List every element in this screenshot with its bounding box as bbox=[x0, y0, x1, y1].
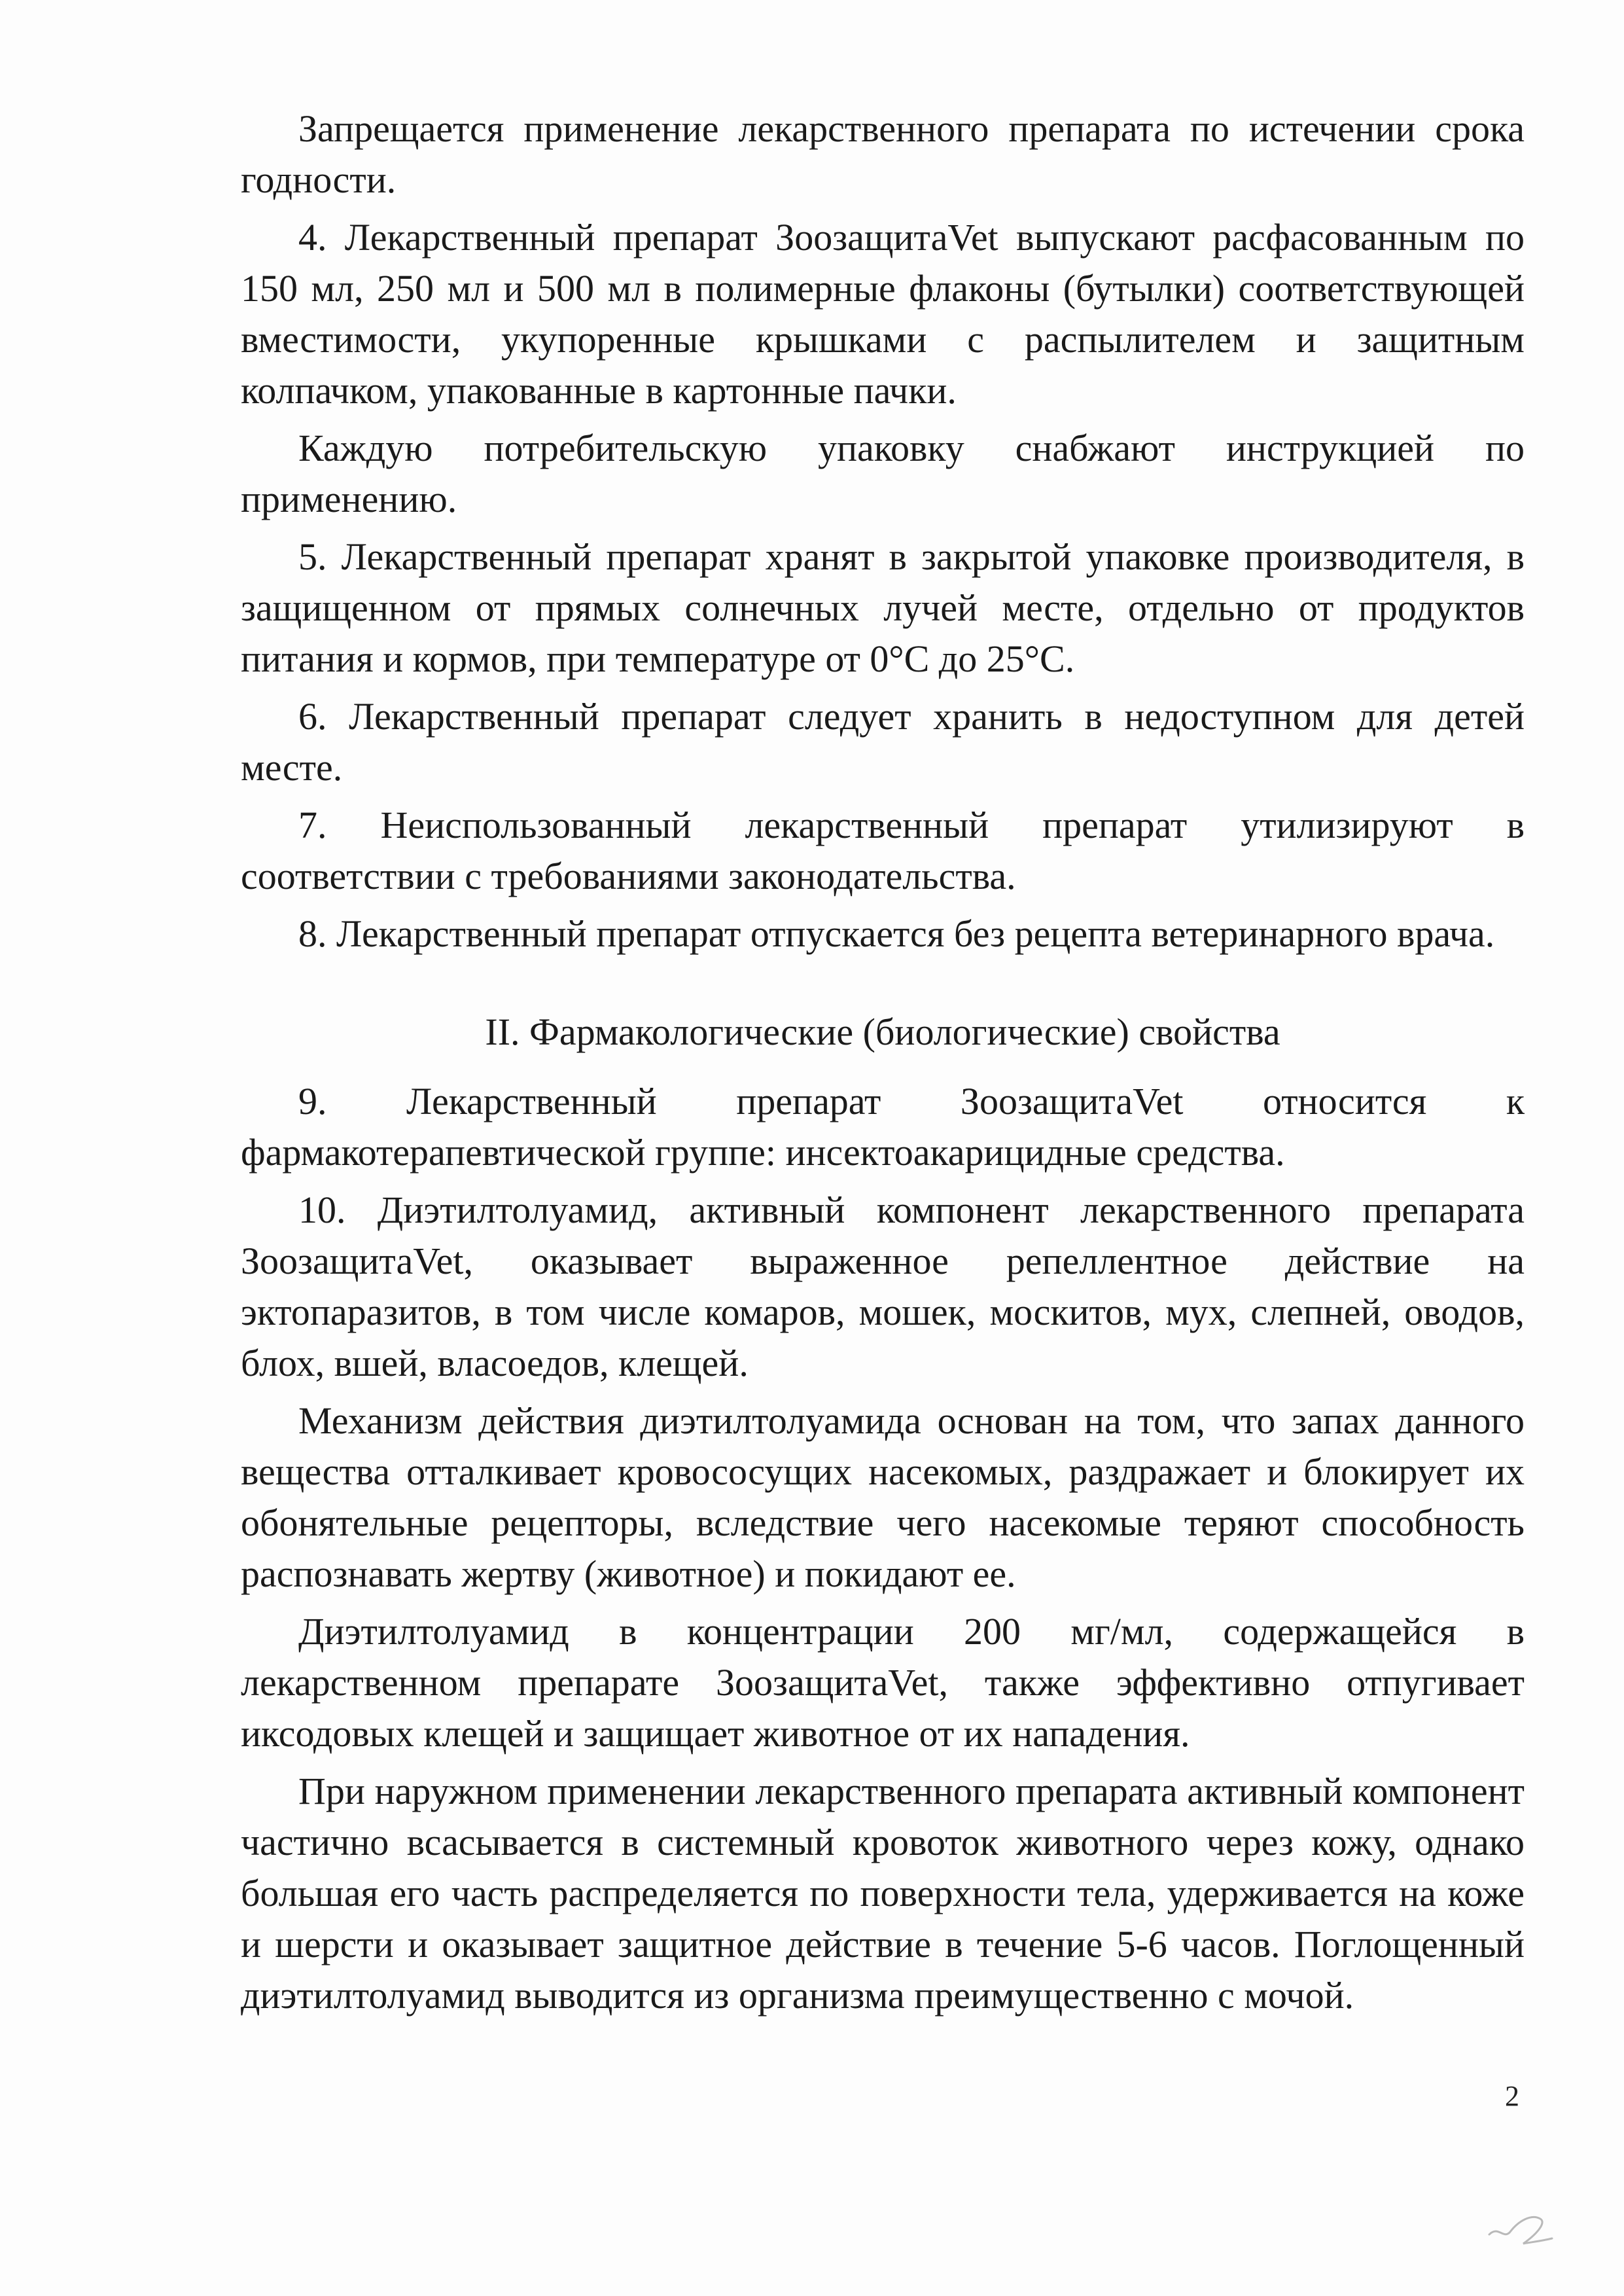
paragraph-item-4: 4. Лекарственный препарат ЗоозащитаVet выпускают расфасованным по 150 мл, 250 мл и 500 мл в полимерные флаконы (бутылки) соответствующей вместимости, укупоренные крышками с распылителем и защитным колпачком, упакованные в картонные пачки. bbox=[241, 216, 1525, 412]
paragraph-item-10: 10. Диэтилтолуамид, активный компонент лекарственного препарата ЗоозащитаVet, оказывает выраженное репеллентное действие на эктопаразитов, в том числе комаров, мошек, москитов, мух, слепней, оводов, блох, вшей, власоедов, клещей. bbox=[241, 1189, 1525, 1384]
section-heading: II. Фармакологические (биологические) свойства bbox=[485, 1011, 1280, 1053]
paragraph-absorption: При наружном применении лекарственного препарата активный компонент частично всасывается в системный кровоток животного через кожу, однако большая его часть распределяется по поверхности тела, удерживается на коже и шерсти и оказывает защитное действие в течение 5-6 часов. Поглощенный диэтилтолуамид выводится из организма преимущественно с мочой. bbox=[241, 1770, 1525, 2017]
page-number: 2 bbox=[1505, 2080, 1519, 2112]
paragraph-item-6: 6. Лекарственный препарат следует хранить в недоступном для детей месте. bbox=[241, 695, 1525, 789]
paragraph-item-7: 7. Неиспользованный лекарственный препарат утилизируют в соответствии с требованиями законодательства. bbox=[241, 804, 1525, 897]
paragraph-item-9: 9. Лекарственный препарат ЗоозащитаVet относится к фармакотерапевтической группе: инсектоакарицидные средства. bbox=[241, 1080, 1525, 1174]
paragraph-item-5: 5. Лекарственный препарат хранят в закрытой упаковке производителя, в защищенном от прямых солнечных лучей месте, отдельно от продуктов питания и кормов, при температуре от 0°С до 25°С. bbox=[241, 535, 1525, 680]
paragraph-mechanism: Механизм действия диэтилтолуамида основан на том, что запах данного вещества отталкивает кровососущих насекомых, раздражает и блокирует их обонятельные рецепторы, вследствие чего насекомые теряют способность распознавать жертву (животное) и покидают ее. bbox=[241, 1399, 1525, 1595]
paragraph-packaging-instruction: Каждую потребительскую упаковку снабжают инструкцией по применению. bbox=[241, 427, 1525, 520]
paragraph-expiry: Запрещается применение лекарственного препарата по истечении срока годности. bbox=[241, 107, 1525, 201]
paragraph-concentration: Диэтилтолуамид в концентрации 200 мг/мл, содержащейся в лекарственном препарате ЗоозащитаVet, также эффективно отпугивает иксодовых клещей и защищает животное от их нападения. bbox=[241, 1610, 1525, 1755]
paragraph-item-8: 8. Лекарственный препарат отпускается без рецепта ветеринарного врача. bbox=[298, 912, 1495, 955]
document-body bbox=[241, 103, 1525, 2021]
handwritten-page-mark-icon bbox=[1484, 2206, 1556, 2251]
